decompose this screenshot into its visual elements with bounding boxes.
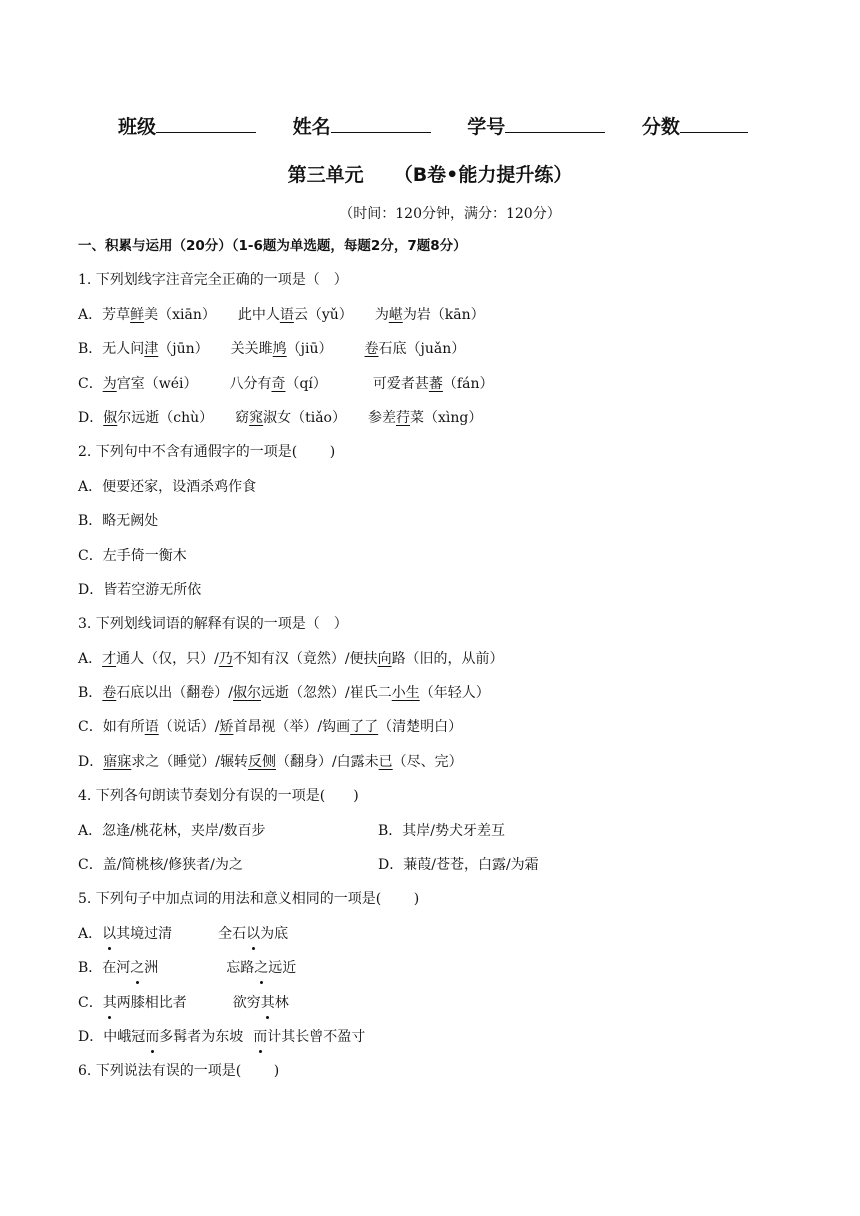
question-3-option-b[interactable]: B．卷石底以出（翻卷）/俶尔远逝（忽然）/崔氏二小生（年轻人）	[78, 685, 490, 702]
question-4-option-c[interactable]: C．盖/简桃核/修狭者/为之	[78, 857, 243, 874]
student-info-row	[118, 112, 778, 139]
question-2-option-b[interactable]: B．略无阙处	[78, 513, 159, 530]
question-5-option-d[interactable]: D．中峨冠而多髯者为东坡 而计其长曾不盈寸	[78, 1028, 366, 1045]
questions	[78, 236, 778, 1096]
question-4-option-b[interactable]: B．其岸/势犬牙差互	[378, 822, 506, 839]
class-label: 班级	[118, 116, 157, 138]
id-label: 学号	[467, 116, 506, 138]
score-blank[interactable]	[680, 114, 748, 133]
question-1-stem: 1. 下列划线字注音完全正确的一项是（ ）	[78, 272, 348, 289]
class-blank[interactable]	[156, 114, 256, 133]
question-3-option-c[interactable]: C．如有所语（说话）/矫首昂视（举）/钩画了了（清楚明白）	[78, 719, 463, 736]
question-3-stem: 3. 下列划线词语的解释有误的一项是（ ）	[78, 616, 348, 633]
question-4-option-d[interactable]: D．蒹葭/苍苍，白露/为霜	[378, 857, 539, 874]
class-field	[118, 112, 256, 139]
question-2-stem: 2. 下列句中不含有通假字的一项是( )	[78, 444, 336, 461]
title-sub: （B卷•能力提升练）	[393, 164, 573, 186]
name-blank[interactable]	[331, 114, 431, 133]
question-3-option-d[interactable]: D．寤寐求之（睡觉）/辗转反侧（翻身）/白露未已（尽、完）	[78, 753, 463, 770]
id-blank[interactable]	[505, 114, 605, 133]
question-5-option-b[interactable]: B．在河之洲 忘路之远近	[78, 960, 297, 977]
section-heading: 一、积累与运用（20分）（1-6题为单选题，每题2分，7题8分）	[78, 238, 467, 254]
question-1-option-b[interactable]: B．无人问津（jūn） 关关雎鸠（jiū） 卷石底（juǎn）	[78, 341, 466, 358]
question-1-option-d[interactable]: D．俶尔远逝（chù） 窈窕淑女（tiǎo） 参差荇菜（xìng）	[78, 409, 483, 426]
question-5-option-c[interactable]: C．其两膝相比者 欲穷其林	[78, 994, 289, 1011]
question-2-option-d[interactable]: D．皆若空游无所依	[78, 581, 202, 598]
question-4-row-2	[78, 855, 778, 889]
page-title	[0, 160, 860, 187]
question-4-stem: 4. 下列各句朗读节奏划分有误的一项是( )	[78, 788, 359, 805]
question-5-option-a[interactable]: A．以其境过清 全石以为底	[78, 925, 289, 942]
question-2-option-a[interactable]: A．便要还家，设酒杀鸡作食	[78, 478, 257, 495]
score-label: 分数	[641, 116, 680, 138]
question-2-option-c[interactable]: C．左手倚一衡木	[78, 547, 187, 564]
question-5-stem: 5. 下列句子中加点词的用法和意义相同的一项是( )	[78, 891, 420, 908]
name-field	[293, 112, 431, 139]
score-field	[642, 112, 748, 139]
title-main: 第三单元	[287, 164, 364, 186]
question-1-option-a[interactable]: A．芳草鲜美（xiān） 此中人语云（yǔ） 为嵁为岩（kān）	[78, 306, 485, 323]
name-label: 姓名	[292, 116, 331, 138]
id-field	[467, 112, 605, 139]
question-1-option-c[interactable]: C．为宫室（wéi） 八分有奇（qí） 可爱者甚蕃（fán）	[78, 375, 494, 392]
question-3-option-a[interactable]: A．才通人（仅，只）/乃不知有汉（竟然）/便扶向路（旧的，从前）	[78, 650, 504, 667]
question-6-stem: 6. 下列说法有误的一项是( )	[78, 1063, 280, 1080]
question-4-option-a[interactable]: A．忽逢/桃花林，夹岸/数百步	[78, 822, 266, 839]
question-4-row-1	[78, 821, 778, 855]
exam-time-info: （时间：120分钟，满分：120分）	[339, 206, 561, 222]
